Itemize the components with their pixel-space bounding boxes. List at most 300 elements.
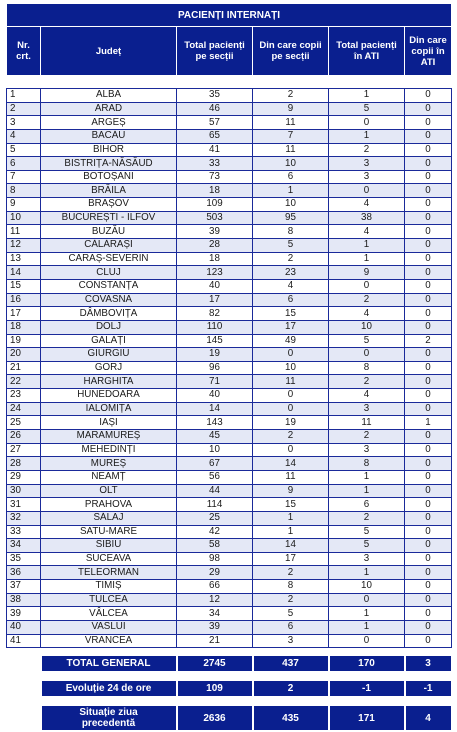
cell-nr: 1 bbox=[7, 89, 41, 103]
cell-judet: ARGEȘ bbox=[41, 116, 177, 130]
table-row bbox=[7, 252, 452, 266]
cell-copii-sectii: 8 bbox=[253, 580, 329, 594]
cell-copii-sectii: 19 bbox=[253, 416, 329, 430]
cell-judet: IALOMIȚA bbox=[41, 402, 177, 416]
cell-copii-ati: 0 bbox=[405, 198, 452, 212]
cell-judet: COVASNA bbox=[41, 293, 177, 307]
cell-judet: SUCEAVA bbox=[41, 552, 177, 566]
cell-total-ati: 5 bbox=[329, 539, 405, 553]
cell-nr: 3 bbox=[7, 116, 41, 130]
cell-nr: 39 bbox=[7, 607, 41, 621]
table-row bbox=[7, 525, 452, 539]
cell-judet: CLUJ bbox=[41, 266, 177, 280]
summary-value: -1 bbox=[405, 680, 452, 697]
cell-total-sectii: 18 bbox=[177, 252, 253, 266]
cell-judet: VRANCEA bbox=[41, 634, 177, 648]
table-row bbox=[7, 129, 452, 143]
cell-total-ati: 1 bbox=[329, 607, 405, 621]
cell-nr: 22 bbox=[7, 375, 41, 389]
header-judet: Județ bbox=[41, 27, 177, 76]
cell-total-sectii: 34 bbox=[177, 607, 253, 621]
cell-copii-ati: 0 bbox=[405, 129, 452, 143]
cell-nr: 34 bbox=[7, 539, 41, 553]
cell-copii-sectii: 0 bbox=[253, 402, 329, 416]
cell-nr: 18 bbox=[7, 320, 41, 334]
cell-copii-sectii: 23 bbox=[253, 266, 329, 280]
cell-judet: MEHEDINȚI bbox=[41, 443, 177, 457]
cell-copii-sectii: 0 bbox=[253, 348, 329, 362]
cell-copii-ati: 0 bbox=[405, 184, 452, 198]
table-row bbox=[7, 184, 452, 198]
cell-nr: 7 bbox=[7, 170, 41, 184]
cell-copii-ati: 2 bbox=[405, 334, 452, 348]
cell-total-sectii: 56 bbox=[177, 470, 253, 484]
cell-copii-sectii: 17 bbox=[253, 552, 329, 566]
cell-total-ati: 4 bbox=[329, 389, 405, 403]
cell-total-sectii: 19 bbox=[177, 348, 253, 362]
cell-copii-sectii: 11 bbox=[253, 375, 329, 389]
cell-total-ati: 5 bbox=[329, 102, 405, 116]
cell-copii-sectii: 9 bbox=[253, 102, 329, 116]
table-row bbox=[7, 416, 452, 430]
cell-judet: TELEORMAN bbox=[41, 566, 177, 580]
table-row bbox=[7, 634, 452, 648]
cell-judet: GALAȚI bbox=[41, 334, 177, 348]
cell-total-ati: 5 bbox=[329, 525, 405, 539]
cell-judet: PRAHOVA bbox=[41, 498, 177, 512]
table-row bbox=[7, 484, 452, 498]
cell-copii-ati: 0 bbox=[405, 320, 452, 334]
table-row bbox=[7, 552, 452, 566]
cell-total-sectii: 39 bbox=[177, 620, 253, 634]
cell-total-sectii: 12 bbox=[177, 593, 253, 607]
header-nr: Nr. crt. bbox=[7, 27, 41, 76]
cell-copii-sectii: 2 bbox=[253, 89, 329, 103]
cell-nr: 13 bbox=[7, 252, 41, 266]
cell-copii-ati: 0 bbox=[405, 102, 452, 116]
cell-copii-ati: 0 bbox=[405, 89, 452, 103]
summary-value: 170 bbox=[329, 655, 405, 672]
cell-nr: 12 bbox=[7, 239, 41, 253]
cell-judet: MARAMUREȘ bbox=[41, 430, 177, 444]
cell-judet: CONSTANȚA bbox=[41, 279, 177, 293]
cell-nr: 11 bbox=[7, 225, 41, 239]
cell-total-ati: 2 bbox=[329, 511, 405, 525]
summary-value: 435 bbox=[253, 705, 329, 731]
cell-total-sectii: 25 bbox=[177, 511, 253, 525]
cell-copii-sectii: 17 bbox=[253, 320, 329, 334]
cell-total-ati: 3 bbox=[329, 402, 405, 416]
cell-copii-ati: 0 bbox=[405, 279, 452, 293]
cell-total-sectii: 57 bbox=[177, 116, 253, 130]
cell-nr: 9 bbox=[7, 198, 41, 212]
cell-total-sectii: 145 bbox=[177, 334, 253, 348]
cell-copii-ati: 0 bbox=[405, 430, 452, 444]
cell-copii-ati: 0 bbox=[405, 566, 452, 580]
cell-total-ati: 3 bbox=[329, 157, 405, 171]
cell-copii-ati: 0 bbox=[405, 266, 452, 280]
cell-nr: 21 bbox=[7, 361, 41, 375]
cell-nr: 40 bbox=[7, 620, 41, 634]
cell-copii-ati: 0 bbox=[405, 375, 452, 389]
cell-total-ati: 9 bbox=[329, 266, 405, 280]
cell-total-sectii: 40 bbox=[177, 279, 253, 293]
cell-judet: HARGHITA bbox=[41, 375, 177, 389]
cell-copii-ati: 0 bbox=[405, 348, 452, 362]
table-row bbox=[7, 102, 452, 116]
cell-judet: BUZĂU bbox=[41, 225, 177, 239]
cell-total-sectii: 41 bbox=[177, 143, 253, 157]
cell-nr: 8 bbox=[7, 184, 41, 198]
table-row bbox=[7, 225, 452, 239]
cell-total-sectii: 67 bbox=[177, 457, 253, 471]
cell-total-sectii: 98 bbox=[177, 552, 253, 566]
table-row bbox=[7, 457, 452, 471]
cell-copii-sectii: 14 bbox=[253, 539, 329, 553]
header-total-ati: Total pacienți în ATI bbox=[329, 27, 405, 76]
cell-total-sectii: 35 bbox=[177, 89, 253, 103]
summary-label: Situație ziua precedentă bbox=[41, 705, 177, 731]
cell-nr: 15 bbox=[7, 279, 41, 293]
header-copii-sectii: Din care copii pe secții bbox=[253, 27, 329, 76]
cell-copii-sectii: 4 bbox=[253, 279, 329, 293]
cell-total-sectii: 82 bbox=[177, 307, 253, 321]
cell-copii-ati: 0 bbox=[405, 211, 452, 225]
cell-total-ati: 0 bbox=[329, 116, 405, 130]
cell-copii-ati: 0 bbox=[405, 634, 452, 648]
cell-nr: 2 bbox=[7, 102, 41, 116]
cell-copii-sectii: 5 bbox=[253, 239, 329, 253]
table-row bbox=[7, 293, 452, 307]
cell-total-sectii: 73 bbox=[177, 170, 253, 184]
cell-nr: 38 bbox=[7, 593, 41, 607]
cell-total-sectii: 109 bbox=[177, 198, 253, 212]
cell-judet: ARAD bbox=[41, 102, 177, 116]
header-total-sectii: Total pacienți pe secții bbox=[177, 27, 253, 76]
cell-judet: OLT bbox=[41, 484, 177, 498]
cell-copii-ati: 0 bbox=[405, 580, 452, 594]
cell-total-ati: 2 bbox=[329, 430, 405, 444]
table-row bbox=[7, 593, 452, 607]
cell-copii-ati: 0 bbox=[405, 498, 452, 512]
cell-judet: BISTRIȚA-NĂSĂUD bbox=[41, 157, 177, 171]
cell-total-ati: 11 bbox=[329, 416, 405, 430]
cell-total-ati: 2 bbox=[329, 293, 405, 307]
patients-table-container bbox=[6, 3, 451, 732]
cell-copii-ati: 0 bbox=[405, 389, 452, 403]
summary-label: Evoluție 24 de ore bbox=[41, 680, 177, 697]
cell-judet: BUCUREȘTI - ILFOV bbox=[41, 211, 177, 225]
cell-total-sectii: 110 bbox=[177, 320, 253, 334]
table-row bbox=[7, 402, 452, 416]
cell-total-ati: 2 bbox=[329, 143, 405, 157]
cell-nr: 20 bbox=[7, 348, 41, 362]
cell-copii-ati: 0 bbox=[405, 470, 452, 484]
cell-total-ati: 4 bbox=[329, 225, 405, 239]
cell-nr: 32 bbox=[7, 511, 41, 525]
cell-total-ati: 3 bbox=[329, 443, 405, 457]
summary-row bbox=[7, 655, 452, 672]
summary-value: 437 bbox=[253, 655, 329, 672]
cell-judet: MUREȘ bbox=[41, 457, 177, 471]
summary-row bbox=[7, 680, 452, 697]
cell-copii-sectii: 10 bbox=[253, 157, 329, 171]
cell-total-ati: 1 bbox=[329, 484, 405, 498]
cell-nr: 29 bbox=[7, 470, 41, 484]
table-row bbox=[7, 580, 452, 594]
table-row bbox=[7, 470, 452, 484]
cell-total-ati: 3 bbox=[329, 170, 405, 184]
cell-total-sectii: 58 bbox=[177, 539, 253, 553]
cell-total-sectii: 44 bbox=[177, 484, 253, 498]
cell-copii-ati: 0 bbox=[405, 157, 452, 171]
cell-copii-ati: 0 bbox=[405, 143, 452, 157]
cell-total-ati: 0 bbox=[329, 279, 405, 293]
cell-copii-ati: 0 bbox=[405, 170, 452, 184]
cell-copii-ati: 0 bbox=[405, 552, 452, 566]
cell-judet: DÂMBOVIȚA bbox=[41, 307, 177, 321]
table-row bbox=[7, 539, 452, 553]
table-row bbox=[7, 116, 452, 130]
cell-judet: VÂLCEA bbox=[41, 607, 177, 621]
cell-total-sectii: 33 bbox=[177, 157, 253, 171]
cell-total-ati: 0 bbox=[329, 593, 405, 607]
cell-copii-sectii: 2 bbox=[253, 252, 329, 266]
table-row bbox=[7, 361, 452, 375]
cell-copii-sectii: 49 bbox=[253, 334, 329, 348]
cell-total-ati: 10 bbox=[329, 320, 405, 334]
cell-judet: BOTOȘANI bbox=[41, 170, 177, 184]
cell-nr: 36 bbox=[7, 566, 41, 580]
table-row bbox=[7, 239, 452, 253]
cell-nr: 37 bbox=[7, 580, 41, 594]
table-header-row bbox=[7, 27, 452, 76]
cell-copii-ati: 0 bbox=[405, 593, 452, 607]
cell-total-ati: 5 bbox=[329, 334, 405, 348]
cell-total-sectii: 503 bbox=[177, 211, 253, 225]
table-row bbox=[7, 348, 452, 362]
table-row bbox=[7, 389, 452, 403]
cell-copii-ati: 0 bbox=[405, 307, 452, 321]
summary-value: -1 bbox=[329, 680, 405, 697]
cell-judet: IAȘI bbox=[41, 416, 177, 430]
cell-nr: 24 bbox=[7, 402, 41, 416]
cell-copii-sectii: 10 bbox=[253, 198, 329, 212]
cell-copii-sectii: 1 bbox=[253, 184, 329, 198]
table-row bbox=[7, 198, 452, 212]
table-row bbox=[7, 266, 452, 280]
cell-total-sectii: 21 bbox=[177, 634, 253, 648]
cell-copii-ati: 0 bbox=[405, 361, 452, 375]
cell-total-ati: 1 bbox=[329, 239, 405, 253]
summary-row bbox=[7, 705, 452, 731]
cell-nr: 33 bbox=[7, 525, 41, 539]
cell-judet: BRAȘOV bbox=[41, 198, 177, 212]
table-row bbox=[7, 607, 452, 621]
summary-value: 3 bbox=[405, 655, 452, 672]
cell-judet: GORJ bbox=[41, 361, 177, 375]
summary-value: 2745 bbox=[177, 655, 253, 672]
cell-copii-ati: 0 bbox=[405, 525, 452, 539]
cell-nr: 14 bbox=[7, 266, 41, 280]
cell-copii-sectii: 6 bbox=[253, 293, 329, 307]
table-row bbox=[7, 143, 452, 157]
cell-total-ati: 1 bbox=[329, 252, 405, 266]
cell-copii-ati: 0 bbox=[405, 116, 452, 130]
cell-copii-ati: 0 bbox=[405, 620, 452, 634]
table-row bbox=[7, 334, 452, 348]
cell-copii-sectii: 0 bbox=[253, 443, 329, 457]
cell-total-ati: 0 bbox=[329, 348, 405, 362]
header-copii-ati: Din care copii în ATI bbox=[405, 27, 452, 76]
cell-copii-ati: 0 bbox=[405, 484, 452, 498]
cell-judet: TULCEA bbox=[41, 593, 177, 607]
summary-value: 4 bbox=[405, 705, 452, 731]
cell-copii-ati: 0 bbox=[405, 607, 452, 621]
cell-copii-sectii: 11 bbox=[253, 470, 329, 484]
cell-total-sectii: 114 bbox=[177, 498, 253, 512]
cell-judet: VASLUI bbox=[41, 620, 177, 634]
cell-copii-sectii: 15 bbox=[253, 498, 329, 512]
cell-nr: 17 bbox=[7, 307, 41, 321]
cell-total-ati: 1 bbox=[329, 129, 405, 143]
cell-copii-ati: 0 bbox=[405, 539, 452, 553]
cell-copii-sectii: 10 bbox=[253, 361, 329, 375]
summary-value: 171 bbox=[329, 705, 405, 731]
cell-copii-sectii: 15 bbox=[253, 307, 329, 321]
cell-total-sectii: 143 bbox=[177, 416, 253, 430]
cell-judet: HUNEDOARA bbox=[41, 389, 177, 403]
cell-judet: CĂLĂRAȘI bbox=[41, 239, 177, 253]
cell-nr: 6 bbox=[7, 157, 41, 171]
cell-judet: DOLJ bbox=[41, 320, 177, 334]
cell-nr: 28 bbox=[7, 457, 41, 471]
cell-total-ati: 0 bbox=[329, 634, 405, 648]
cell-total-sectii: 39 bbox=[177, 225, 253, 239]
cell-total-sectii: 123 bbox=[177, 266, 253, 280]
cell-copii-sectii: 5 bbox=[253, 607, 329, 621]
cell-nr: 31 bbox=[7, 498, 41, 512]
cell-total-ati: 6 bbox=[329, 498, 405, 512]
cell-copii-sectii: 11 bbox=[253, 116, 329, 130]
cell-copii-ati: 0 bbox=[405, 252, 452, 266]
cell-judet: BRĂILA bbox=[41, 184, 177, 198]
cell-nr: 5 bbox=[7, 143, 41, 157]
cell-total-ati: 1 bbox=[329, 566, 405, 580]
cell-copii-sectii: 2 bbox=[253, 593, 329, 607]
patients-table bbox=[6, 3, 453, 732]
cell-copii-sectii: 7 bbox=[253, 129, 329, 143]
cell-total-ati: 4 bbox=[329, 198, 405, 212]
cell-copii-ati: 0 bbox=[405, 457, 452, 471]
cell-copii-sectii: 14 bbox=[253, 457, 329, 471]
cell-total-ati: 3 bbox=[329, 552, 405, 566]
cell-nr: 25 bbox=[7, 416, 41, 430]
cell-copii-ati: 0 bbox=[405, 293, 452, 307]
cell-judet: ALBA bbox=[41, 89, 177, 103]
cell-copii-sectii: 8 bbox=[253, 225, 329, 239]
cell-total-sectii: 66 bbox=[177, 580, 253, 594]
cell-nr: 35 bbox=[7, 552, 41, 566]
cell-copii-ati: 1 bbox=[405, 416, 452, 430]
cell-nr: 19 bbox=[7, 334, 41, 348]
cell-copii-sectii: 1 bbox=[253, 511, 329, 525]
cell-total-sectii: 28 bbox=[177, 239, 253, 253]
cell-copii-ati: 0 bbox=[405, 511, 452, 525]
table-row bbox=[7, 566, 452, 580]
cell-total-sectii: 65 bbox=[177, 129, 253, 143]
cell-copii-sectii: 9 bbox=[253, 484, 329, 498]
cell-copii-sectii: 0 bbox=[253, 389, 329, 403]
cell-total-sectii: 40 bbox=[177, 389, 253, 403]
cell-judet: BACĂU bbox=[41, 129, 177, 143]
cell-total-sectii: 10 bbox=[177, 443, 253, 457]
cell-judet: GIURGIU bbox=[41, 348, 177, 362]
table-row bbox=[7, 279, 452, 293]
table-row bbox=[7, 511, 452, 525]
cell-judet: CARAȘ-SEVERIN bbox=[41, 252, 177, 266]
summary-value: 2 bbox=[253, 680, 329, 697]
cell-total-sectii: 42 bbox=[177, 525, 253, 539]
summary-value: 2636 bbox=[177, 705, 253, 731]
table-row bbox=[7, 89, 452, 103]
cell-copii-sectii: 11 bbox=[253, 143, 329, 157]
cell-total-ati: 1 bbox=[329, 89, 405, 103]
cell-copii-sectii: 6 bbox=[253, 170, 329, 184]
cell-judet: BIHOR bbox=[41, 143, 177, 157]
cell-nr: 30 bbox=[7, 484, 41, 498]
cell-total-ati: 4 bbox=[329, 307, 405, 321]
cell-total-ati: 8 bbox=[329, 361, 405, 375]
cell-judet: TIMIȘ bbox=[41, 580, 177, 594]
cell-copii-ati: 0 bbox=[405, 443, 452, 457]
cell-nr: 4 bbox=[7, 129, 41, 143]
cell-nr: 27 bbox=[7, 443, 41, 457]
cell-total-sectii: 46 bbox=[177, 102, 253, 116]
cell-nr: 16 bbox=[7, 293, 41, 307]
cell-total-ati: 8 bbox=[329, 457, 405, 471]
cell-total-ati: 0 bbox=[329, 184, 405, 198]
cell-copii-sectii: 2 bbox=[253, 430, 329, 444]
cell-copii-sectii: 3 bbox=[253, 634, 329, 648]
table-row bbox=[7, 157, 452, 171]
cell-total-sectii: 29 bbox=[177, 566, 253, 580]
table-row bbox=[7, 307, 452, 321]
table-row bbox=[7, 170, 452, 184]
table-row bbox=[7, 211, 452, 225]
table-row bbox=[7, 320, 452, 334]
cell-total-ati: 1 bbox=[329, 470, 405, 484]
cell-total-ati: 38 bbox=[329, 211, 405, 225]
table-row bbox=[7, 375, 452, 389]
table-row bbox=[7, 443, 452, 457]
cell-copii-ati: 0 bbox=[405, 239, 452, 253]
cell-copii-sectii: 6 bbox=[253, 620, 329, 634]
cell-nr: 23 bbox=[7, 389, 41, 403]
cell-total-sectii: 17 bbox=[177, 293, 253, 307]
cell-judet: SĂLAJ bbox=[41, 511, 177, 525]
cell-nr: 41 bbox=[7, 634, 41, 648]
cell-total-sectii: 45 bbox=[177, 430, 253, 444]
cell-copii-sectii: 2 bbox=[253, 566, 329, 580]
cell-judet: SIBIU bbox=[41, 539, 177, 553]
summary-value: 109 bbox=[177, 680, 253, 697]
cell-nr: 26 bbox=[7, 430, 41, 444]
table-row bbox=[7, 430, 452, 444]
cell-judet: NEAMȚ bbox=[41, 470, 177, 484]
cell-copii-sectii: 95 bbox=[253, 211, 329, 225]
table-title: PACIENȚI INTERNAȚI bbox=[7, 4, 452, 27]
